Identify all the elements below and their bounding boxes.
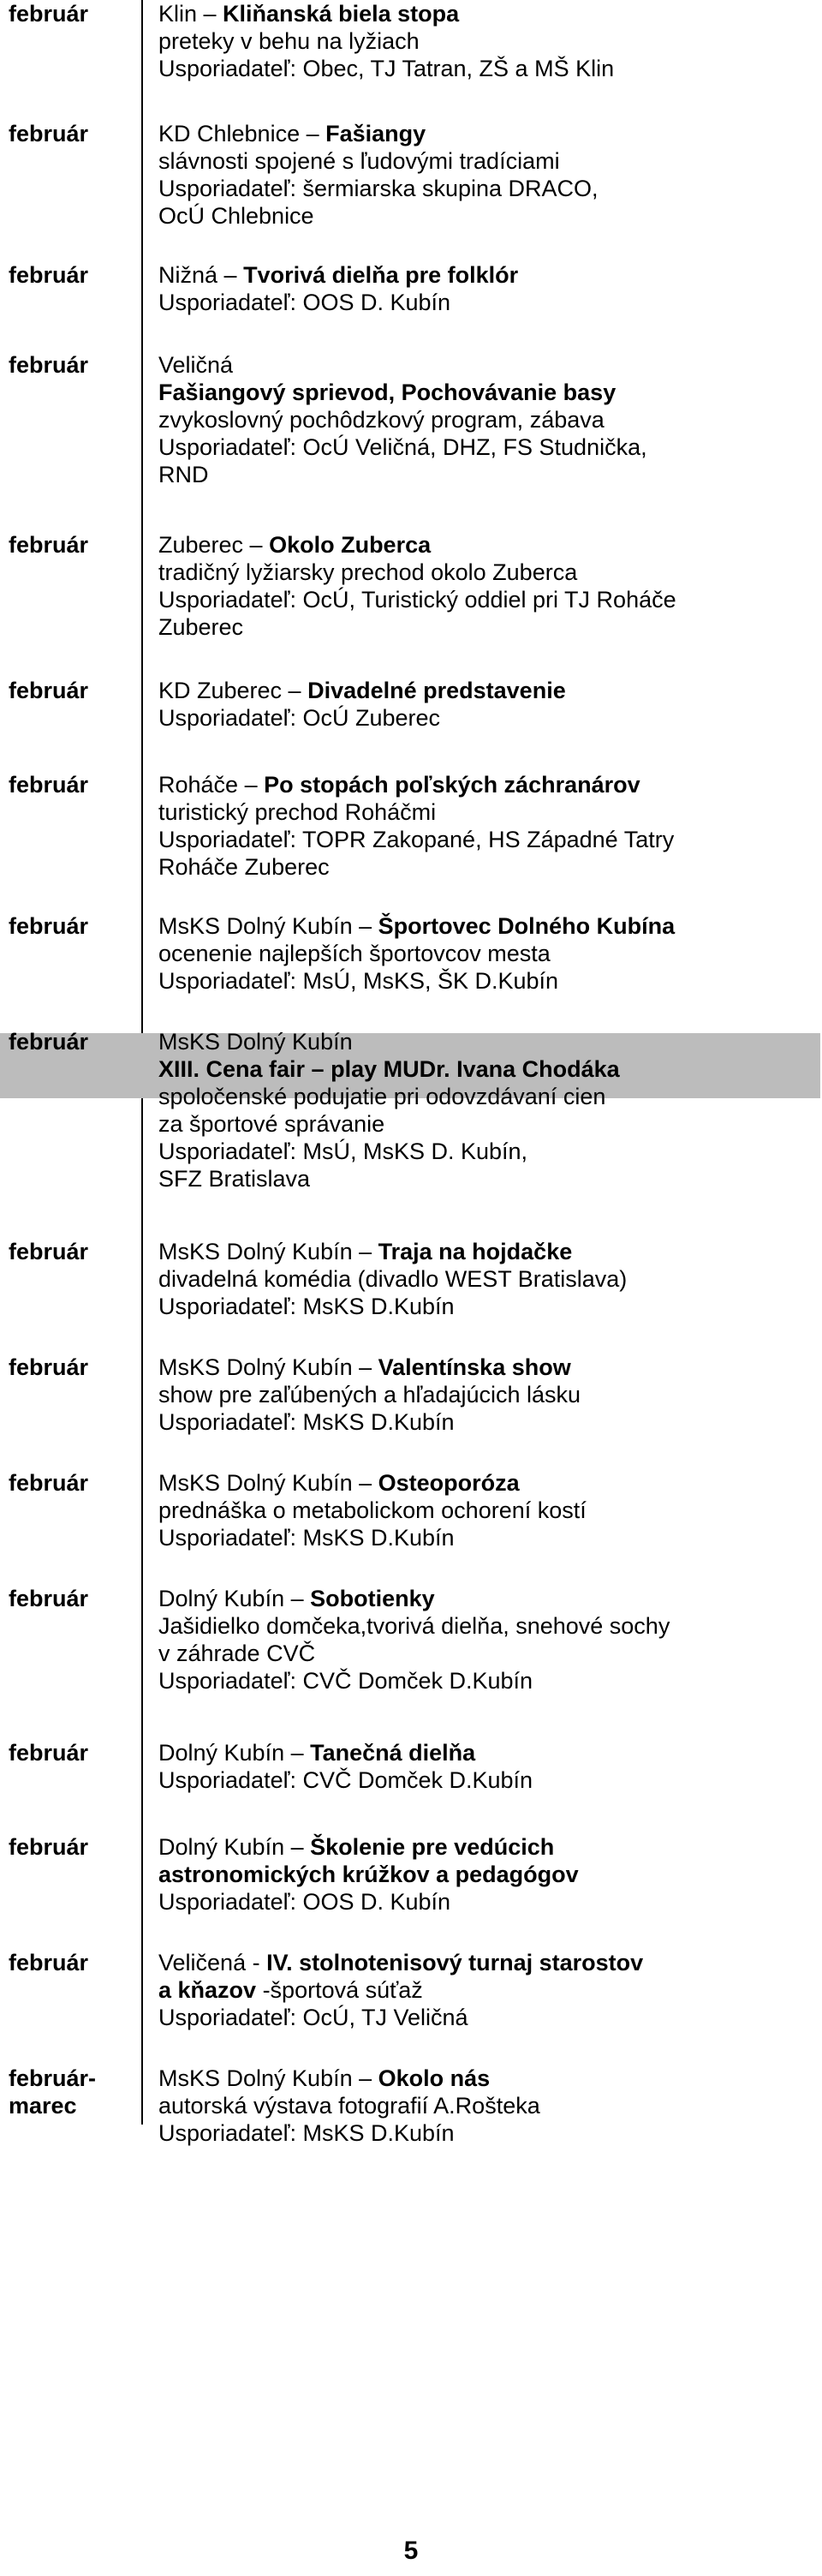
event-line [158,940,809,967]
event-text: -športová súťaž [256,1977,423,2003]
event-details [158,677,809,732]
event-line [158,704,809,732]
event-text: Roháče Zuberec [158,854,330,880]
event-text: MsKS Dolný Kubín – [158,1354,378,1380]
event-month: február [9,1029,89,1055]
event-details [158,1354,809,1436]
event-text: KD Zuberec – [158,678,308,703]
event-line [158,55,809,82]
event-title: Školenie pre vedúcich [310,1834,555,1860]
event-title: Tvorivá dielňa pre folklór [243,262,519,288]
event-line [158,289,809,316]
event-text: Usporiadateľ: OcÚ, TJ Veličná [158,2005,468,2030]
event-line [158,1766,809,1794]
event-line [158,1265,809,1293]
event-month: február [9,1586,89,1611]
event-text: Usporiadateľ: OcÚ, Turistický oddiel pri TJ Roháče [158,587,676,613]
event-line [158,1238,809,1265]
event-line [158,0,809,27]
event-line [158,1028,809,1055]
event-line [158,120,809,147]
event-text: Usporiadateľ: MsKS D.Kubín [158,1294,455,1319]
event-details [158,912,809,995]
event-text: Usporiadateľ: šermiarska skupina DRACO, [158,176,599,201]
event-text: Usporiadateľ: MsKS D.Kubín [158,1409,455,1435]
event-title: Sobotienky [310,1586,435,1611]
event-text: MsKS Dolný Kubín – [158,913,378,939]
event-text: slávnosti spojené s ľudovými tradíciami [158,148,560,174]
event-month: február [9,262,89,288]
event-title: XIII. Cena fair – play MUDr. Ivana Chodáka [158,1056,620,1082]
event-title: Fašiangy [325,121,426,146]
event-text: Veličená - [158,1950,267,1975]
event-text: Dolný Kubín – [158,1834,311,1860]
event-line [158,351,809,379]
event-text: KD Chlebnice – [158,121,326,146]
event-text: Roháče – [158,772,265,798]
event-line [158,147,809,175]
event-text: Usporiadateľ: MsKS D.Kubín [158,1525,455,1551]
event-text: Usporiadateľ: OOS D. Kubín [158,1889,451,1915]
event-details [158,1833,809,1916]
event-details [158,0,809,82]
event-title: Valentínska show [378,1354,571,1380]
event-details [158,1949,809,2031]
event-text: v záhrade CVČ [158,1641,316,1666]
event-month: február [9,1354,89,1380]
event-line [158,798,809,826]
event-title: Traja na hojdačke [378,1239,573,1264]
event-text: Zuberec – [158,532,270,558]
event-line [158,1408,809,1436]
event-line [158,2065,809,2092]
event-month: február [9,1470,89,1496]
event-text: Veličná [158,352,234,378]
event-month: február [9,772,89,798]
event-text: MsKS Dolný Kubín – [158,1470,378,1496]
event-title: Kliňanská biela stopa [223,1,460,27]
event-line [158,27,809,55]
event-title: IV. stolnotenisový turnaj starostov [266,1950,644,1975]
event-details [158,261,809,316]
event-line [158,771,809,798]
event-text: Klin – [158,1,223,27]
event-line [158,1165,809,1192]
event-title: astronomických krúžkov a pedagógov [158,1862,579,1887]
event-line [158,1110,809,1138]
event-text: Usporiadateľ: OcÚ Veličná, DHZ, FS Studnička, [158,434,647,460]
event-text: za športové správanie [158,1111,385,1137]
event-details [158,1238,809,1320]
event-line [158,1381,809,1408]
event-text: Jašidielko domčeka,tvorivá dielňa, snehové sochy [158,1613,670,1639]
event-text: MsKS Dolný Kubín – [158,1239,378,1264]
event-text: Dolný Kubín – [158,1740,311,1766]
event-title: Tanečná dielňa [310,1740,476,1766]
event-line [158,531,809,559]
event-line [158,1888,809,1916]
event-line [158,379,809,406]
event-line [158,912,809,940]
event-line [158,1293,809,1320]
event-text: Zuberec [158,614,244,640]
event-line [158,1667,809,1694]
event-line [158,1138,809,1165]
event-details [158,771,809,881]
event-line [158,1612,809,1640]
event-details [158,120,809,230]
event-details [158,1469,809,1551]
event-text: OcÚ Chlebnice [158,203,314,229]
event-month: február [9,352,89,378]
event-text: MsKS Dolný Kubín [158,1029,353,1055]
event-details [158,531,809,641]
event-text: Usporiadateľ: MsÚ, MsKS, ŠK D.Kubín [158,968,559,994]
event-text: zvykoslovný pochôdzkový program, zábava [158,407,605,433]
event-text: SFZ Bratislava [158,1166,311,1192]
event-title: Divadelné predstavenie [307,678,566,703]
event-details [158,1028,809,1192]
event-title: Fašiangový sprievod, Pochovávanie basy [158,380,616,405]
event-title: Osteoporóza [378,1470,520,1496]
event-line [158,559,809,586]
event-month: február [9,1239,89,1264]
event-line [158,1354,809,1381]
event-text: MsKS Dolný Kubín – [158,2065,378,2091]
event-text: divadelná komédia (divadlo WEST Bratislava) [158,1266,628,1292]
event-line [158,1585,809,1612]
event-month: február [9,678,89,703]
event-text: ocenenie najlepších športovcov mesta [158,941,551,966]
event-text: Usporiadateľ: OOS D. Kubín [158,290,451,315]
event-text: spoločenské podujatie pri odovzdávaní cien [158,1084,606,1109]
event-line [158,1949,809,1976]
event-text: tradičný lyžiarsky prechod okolo Zuberca [158,559,578,585]
event-title: Športovec Dolného Kubína [378,913,676,939]
event-line [158,1497,809,1524]
event-line [158,1861,809,1888]
event-text: show pre zaľúbených a hľadajúcich lásku [158,1382,581,1408]
event-line [158,1739,809,1766]
event-text: Usporiadateľ: Obec, TJ Tatran, ZŠ a MŠ Klin [158,56,615,81]
event-text: preteky v behu na lyžiach [158,28,420,54]
event-title: a kňazov [158,1977,257,2003]
event-line [158,1469,809,1497]
event-title: Okolo Zuberca [269,532,432,558]
event-line [158,2119,809,2147]
event-line [158,2092,809,2119]
event-text: prednáška o metabolickom ochorení kostí [158,1497,587,1523]
event-line [158,461,809,488]
event-title: Po stopách poľských záchranárov [264,772,640,798]
event-line [158,1833,809,1861]
event-details [158,1585,809,1694]
event-text: Usporiadateľ: OcÚ Zuberec [158,705,441,731]
event-text: autorská výstava fotografií A.Rošteka [158,2093,540,2119]
event-line [158,586,809,613]
event-line [158,406,809,433]
event-line [158,1976,809,2004]
event-month: február [9,1950,89,1975]
event-text: Usporiadateľ: MsKS D.Kubín [158,2120,455,2146]
event-line [158,175,809,202]
event-text: Usporiadateľ: CVČ Domček D.Kubín [158,1668,533,1694]
event-month: február [9,1834,89,1860]
event-month: február- marec [9,2065,97,2119]
event-details [158,1739,809,1794]
page-number: 5 [403,2537,419,2565]
event-text: RND [158,462,209,487]
event-text: Nižná – [158,262,244,288]
event-line [158,967,809,995]
event-month: február [9,1,89,27]
event-details [158,351,809,488]
event-text: Usporiadateľ: MsÚ, MsKS D. Kubín, [158,1139,528,1164]
event-month: február [9,913,89,939]
event-text: Dolný Kubín – [158,1586,311,1611]
event-text: turistický prechod Roháčmi [158,799,437,825]
event-line [158,2004,809,2031]
event-line [158,826,809,853]
event-month: február [9,1740,89,1766]
event-line [158,433,809,461]
event-line [158,1083,809,1110]
event-line [158,613,809,641]
event-text: Usporiadateľ: TOPR Zakopané, HS Západné Tatry [158,827,675,852]
event-title: Okolo nás [378,2065,491,2091]
event-month: február [9,532,89,558]
event-line [158,1640,809,1667]
event-line [158,853,809,881]
event-line [158,1055,809,1083]
event-month: február [9,121,89,146]
event-text: Usporiadateľ: CVČ Domček D.Kubín [158,1767,533,1793]
event-line [158,261,809,289]
event-details [158,2065,809,2147]
event-line [158,677,809,704]
event-line [158,202,809,230]
event-line [158,1524,809,1551]
